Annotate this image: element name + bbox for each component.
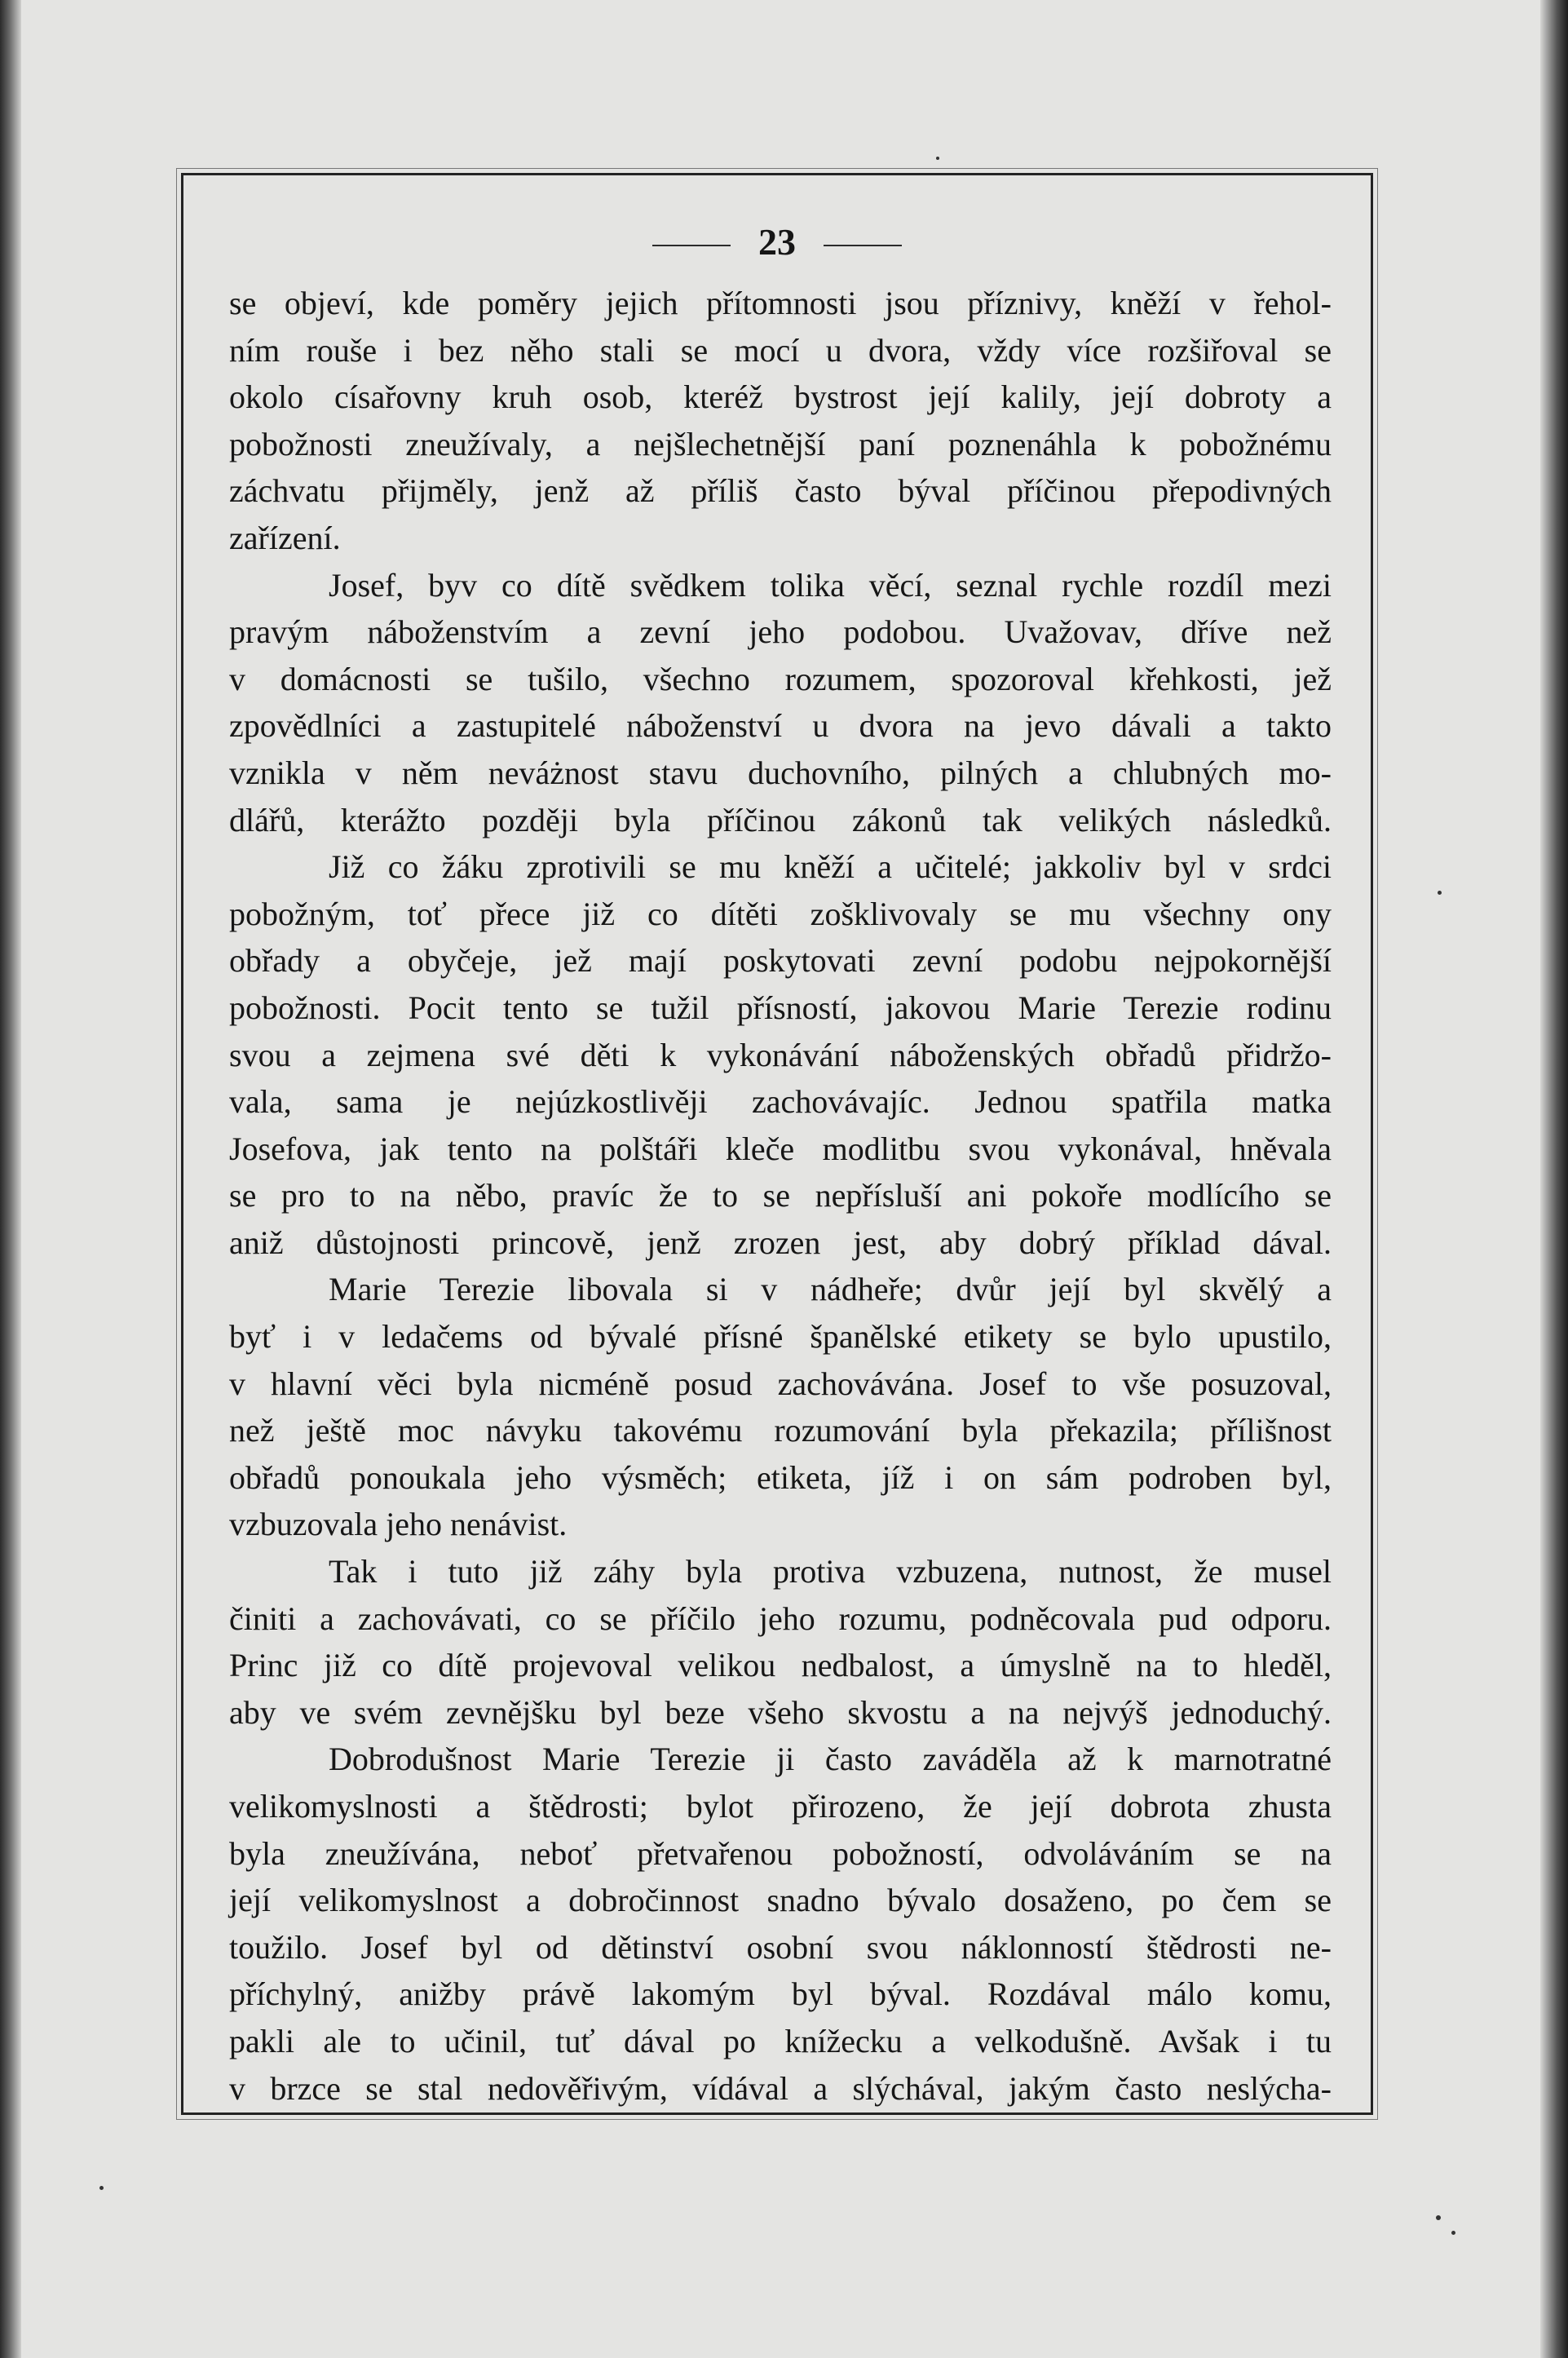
header-rule-left — [652, 245, 731, 246]
page-number-header — [183, 218, 1371, 267]
text-line: byla zneužívána, neboť přetvařenou pobožností, odvoláváním se na — [229, 1834, 1332, 1872]
text-line: vzbuzovala jeho nenávist. — [229, 1506, 568, 1543]
dust-speck — [99, 2186, 104, 2190]
text-line: svou a zejmena své děti k vykonávání náboženských obřadů přidržo- — [229, 1036, 1332, 1073]
text-line: pakli ale to učinil, tuť dával po knížecku a velkodušně. Avšak i tu — [229, 2022, 1332, 2059]
text-line: aniž důstojnosti princově, jenž zrozen jest, aby dobrý příklad dával. — [229, 1223, 1332, 1261]
text-line: její velikomyslnost a dobročinnost snadno bývalo dosaženo, po čem se — [229, 1882, 1332, 1919]
text-line: příchylný, anižby právě lakomým byl býval. Rozdával málo komu, — [229, 1975, 1332, 2013]
text-line: aby ve svém zevnějšku byl beze všeho skvostu a na nejvýš jednoduchý. — [229, 1693, 1332, 1731]
text-line: vala, sama je nejúzkostlivěji zachovávajíc. Jednou spatřila matka — [229, 1083, 1332, 1121]
scan-edge-left — [0, 0, 21, 2358]
text-line: pobožným, toť přece již co dítěti zošklivovaly se mu všechny ony — [229, 895, 1332, 932]
text-line: Princ již co dítě projevoval velikou nedbalost, a úmyslně na to hleděl, — [229, 1647, 1332, 1684]
text-line: se objeví, kde poměry jejich přítomnosti jsou příznivy, kněží v řehol- — [229, 285, 1332, 321]
text-line: než ještě moc návyku takovému rozumování byla překazila; přílišnost — [229, 1412, 1332, 1449]
text-line: se pro to na něbo, pravíc že to se nepřísluší ani pokoře modlícího se — [229, 1177, 1332, 1214]
text-line: byť i v ledačems od bývalé přísné španělské etikety se bylo upustilo, — [229, 1318, 1332, 1356]
text-line: Již co žáku zprotivili se mu kněží a učitelé; jakkoliv byl v srdci — [329, 848, 1332, 886]
text-line: Josefova, jak tento na polštáři kleče modlitbu svou vykonával, hněvala — [229, 1130, 1332, 1167]
scan-edge-right — [1540, 0, 1568, 2358]
text-line: pravým náboženstvím a zevní jeho podobou. Uvažovav, dříve než — [229, 613, 1332, 651]
text-line: pobožnosti zneužívaly, a nejšlechetnější paní poznenáhla k pobožnému — [229, 425, 1332, 462]
text-line: okolo císařovny kruh osob, kteréž bystrost její kalily, její dobroty a — [229, 378, 1332, 416]
text-line: v brzce se stal nedověřivým, vídával a slýchával, jakým často neslýcha- — [229, 2069, 1332, 2107]
text-line: záchvatu přijměly, jenž až příliš často býval příčinou přepodivných — [229, 472, 1332, 510]
text-line: Marie Terezie libovala si v nádheře; dvůr její byl skvělý a — [329, 1271, 1332, 1308]
text-line: Josef, byv co dítě svědkem tolika věcí, seznal rychle rozdíl mezi — [329, 566, 1332, 604]
text-line: zařízení. — [229, 519, 341, 556]
dust-speck — [1436, 2215, 1441, 2220]
header-rule-right — [824, 245, 902, 246]
body-text — [229, 280, 1332, 2112]
text-line: Tak i tuto již záhy byla protiva vzbuzena, nutnost, že musel — [329, 1553, 1332, 1590]
text-line: ním rouše i bez něho stali se mocí u dvora, vždy více rozšiřoval se — [229, 331, 1332, 369]
text-line: pobožnosti. Pocit tento se tužil přísností, jakovou Marie Terezie rodinu — [229, 989, 1332, 1026]
dust-speck — [1438, 891, 1442, 895]
text-line: v domácnosti se tušilo, všechno rozumem, spozoroval křehkosti, jež — [229, 660, 1332, 697]
page-number: 23 — [758, 221, 796, 263]
text-line: velikomyslnosti a štědrosti; bylot přirozeno, že její dobrota zhusta — [229, 1788, 1332, 1825]
text-line: v hlavní věci byla nicméně posud zachovávána. Josef to vše posuzoval, — [229, 1365, 1332, 1402]
text-line: toužilo. Josef byl od dětinství osobní svou náklonností štědrosti ne- — [229, 1928, 1332, 1966]
text-line: činiti a zachovávati, co se příčilo jeho rozumu, podněcovala pud odporu. — [229, 1599, 1332, 1637]
dust-speck — [936, 157, 939, 160]
page-frame — [181, 173, 1373, 2115]
text-line: obřadů ponoukala jeho výsměch; etiketa, jíž i on sám podroben byl, — [229, 1458, 1332, 1496]
dust-speck — [1451, 2231, 1455, 2235]
text-line: vznikla v něm neváżnost stavu duchovního, pilných a chlubných mo- — [229, 754, 1332, 791]
text-line: obřady a obyčeje, jež mají poskytovati zevní podobu nejpokornější — [229, 942, 1332, 980]
text-line: zpovědlníci a zastupitelé náboženství u dvora na jevo dávali a takto — [229, 707, 1332, 745]
text-line: Dobrodušnost Marie Terezie ji často zaváděla až k marnotratné — [329, 1741, 1332, 1778]
text-line: dlářů, kterážto později byla příčinou zákonů tak velikých následků. — [229, 801, 1332, 838]
